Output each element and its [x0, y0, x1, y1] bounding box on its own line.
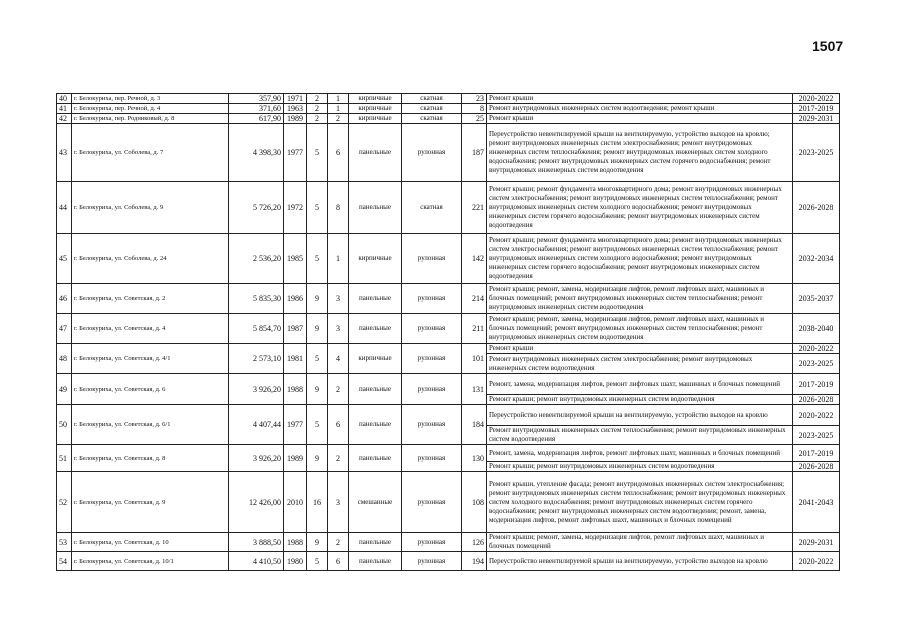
- address-cell: г. Белокуриха, ул. Советская, д. 8: [72, 445, 229, 472]
- row-number: 52: [57, 472, 72, 533]
- work-description-cell: Ремонт крыши: [487, 94, 793, 104]
- entrances-cell: 1: [328, 94, 349, 104]
- apartments-cell: 187: [462, 124, 487, 182]
- floors-cell: 5: [307, 234, 328, 284]
- area-cell: 371,60: [229, 104, 284, 114]
- entrances-cell: 3: [328, 472, 349, 533]
- wall-material-cell: панельные: [349, 405, 402, 445]
- apartments-cell: 108: [462, 472, 487, 533]
- work-description-cell: Переустройство невентилируемой крыши на вентилируемую, устройство выходов на кровлю; ремонт внутридомовых инженерных систем электроснабжения; ремонт внутридомовых инженерных систем теплоснабжения; ремонт внутридомовых инженерных систем холодного водоснабжения; ремонт внутридомовых инженерных систем горячего водоснабжения; ремонт внутридомовых инженерных систем водоотведения: [487, 124, 793, 182]
- year-cell: 1986: [284, 284, 307, 314]
- apartments-cell: 101: [462, 344, 487, 374]
- roof-type-cell: рулонная: [402, 374, 462, 405]
- row-number: 53: [57, 533, 72, 552]
- roof-type-cell: скатная: [402, 94, 462, 104]
- apartments-cell: 194: [462, 552, 487, 571]
- roof-type-cell: рулонная: [402, 552, 462, 571]
- area-cell: 3 888,50: [229, 533, 284, 552]
- period-cell: 2017-2019: [793, 374, 840, 395]
- entrances-cell: 2: [328, 374, 349, 405]
- work-description-cell: Ремонт внутридомовых инженерных систем электроснабжения; ремонт внутридомовых инженерных систем водоотведения: [487, 354, 793, 374]
- work-description-cell: Ремонт крыши; ремонт, замена, модернизация лифтов, ремонт лифтовых шахт, машинных и блочных помещений; ремонт внутридомовых инженерных систем теплоснабжения; ремонт внутридомовых инженерных систем водоотведения: [487, 284, 793, 314]
- address-cell: г. Белокуриха, ул. Советская, д. 9: [72, 472, 229, 533]
- roof-type-cell: рулонная: [402, 314, 462, 344]
- wall-material-cell: панельные: [349, 533, 402, 552]
- apartments-cell: 131: [462, 374, 487, 405]
- area-cell: 3 926,20: [229, 374, 284, 405]
- table-row: [57, 124, 840, 182]
- year-cell: 1989: [284, 445, 307, 472]
- period-cell: 2041-2043: [793, 472, 840, 533]
- row-number: 44: [57, 182, 72, 234]
- floors-cell: 5: [307, 405, 328, 445]
- work-description-cell: Ремонт внутридомовых инженерных систем водоотведения; ремонт крыши: [487, 104, 793, 114]
- area-cell: 2 573,10: [229, 344, 284, 374]
- year-cell: 2010: [284, 472, 307, 533]
- page-number: 1507: [812, 38, 844, 54]
- period-cell: 2020-2022: [793, 344, 840, 354]
- entrances-cell: 6: [328, 124, 349, 182]
- apartments-cell: 221: [462, 182, 487, 234]
- entrances-cell: 2: [328, 533, 349, 552]
- period-cell: 2017-2019: [793, 445, 840, 462]
- roof-type-cell: скатная: [402, 114, 462, 124]
- area-cell: 5 835,30: [229, 284, 284, 314]
- period-cell: 2020-2022: [793, 94, 840, 104]
- row-number: 42: [57, 114, 72, 124]
- work-description-cell: Ремонт крыши; ремонт фундамента многоквартирного дома; ремонт внутридомовых инженерных систем электроснабжения; ремонт внутридомовых инженерных систем теплоснабжения; ремонт внутридомовых инженерных систем холодного водоснабжения; ремонт внутридомовых инженерных систем горячего водоснабжения; ремонт внутридомовых инженерных систем водоотведения: [487, 234, 793, 284]
- housing-repair-table: [56, 93, 840, 571]
- entrances-cell: 3: [328, 314, 349, 344]
- period-cell: 2017-2019: [793, 104, 840, 114]
- address-cell: г. Белокуриха, пер. Родниковый, д. 8: [72, 114, 229, 124]
- floors-cell: 9: [307, 314, 328, 344]
- area-cell: 12 426,00: [229, 472, 284, 533]
- floors-cell: 9: [307, 445, 328, 472]
- floors-cell: 16: [307, 472, 328, 533]
- row-number: 54: [57, 552, 72, 571]
- area-cell: 357,90: [229, 94, 284, 104]
- floors-cell: 9: [307, 284, 328, 314]
- wall-material-cell: панельные: [349, 314, 402, 344]
- work-description-cell: Ремонт крыши; ремонт внутридомовых инженерных систем водоотведения: [487, 462, 793, 472]
- period-cell: 2035-2037: [793, 284, 840, 314]
- wall-material-cell: панельные: [349, 445, 402, 472]
- address-cell: г. Белокуриха, пер. Речной, д. 3: [72, 94, 229, 104]
- area-cell: 4 410,50: [229, 552, 284, 571]
- floors-cell: 9: [307, 533, 328, 552]
- roof-type-cell: рулонная: [402, 445, 462, 472]
- apartments-cell: 130: [462, 445, 487, 472]
- work-description-cell: Ремонт крыши: [487, 344, 793, 354]
- work-description-cell: Ремонт крыши, утепление фасада; ремонт внутридомовых инженерных систем электроснабжения; ремонт внутридомовых инженерных систем теплоснабжения; ремонт внутридомовых инженерных систем холодного водоснабжения; ремонт внутридомовых инженерных систем горячего водоснабжения; ремонт внутридомовых инженерных систем водоотведения; ремонт, замена, модернизация лифтов, ремонт лифтовых шахт, машинных и блочных помещений: [487, 472, 793, 533]
- year-cell: 1989: [284, 114, 307, 124]
- wall-material-cell: кирпичные: [349, 114, 402, 124]
- apartments-cell: 126: [462, 533, 487, 552]
- entrances-cell: 1: [328, 104, 349, 114]
- address-cell: г. Белокуриха, ул. Советская, д. 6: [72, 374, 229, 405]
- address-cell: г. Белокуриха, пер. Речной, д. 4: [72, 104, 229, 114]
- table-row: [57, 234, 840, 284]
- work-description-cell: Ремонт крыши: [487, 114, 793, 124]
- address-cell: г. Белокуриха, ул. Соболева, д. 7: [72, 124, 229, 182]
- entrances-cell: 3: [328, 284, 349, 314]
- wall-material-cell: панельные: [349, 284, 402, 314]
- floors-cell: 5: [307, 552, 328, 571]
- area-cell: 5 726,20: [229, 182, 284, 234]
- roof-type-cell: рулонная: [402, 472, 462, 533]
- area-cell: 2 536,20: [229, 234, 284, 284]
- table-row: [57, 344, 840, 354]
- floors-cell: 2: [307, 114, 328, 124]
- year-cell: 1971: [284, 94, 307, 104]
- row-number: 50: [57, 405, 72, 445]
- table-row: [57, 94, 840, 104]
- row-number: 48: [57, 344, 72, 374]
- wall-material-cell: кирпичные: [349, 344, 402, 374]
- table-row: [57, 314, 840, 344]
- year-cell: 1980: [284, 552, 307, 571]
- apartments-cell: 184: [462, 405, 487, 445]
- table-row: [57, 104, 840, 114]
- floors-cell: 5: [307, 182, 328, 234]
- work-description-cell: Ремонт крыши; ремонт, замена, модернизация лифтов, ремонт лифтовых шахт, машинных и блочных помещений: [487, 533, 793, 552]
- table-row: [57, 405, 840, 426]
- table-row: [57, 374, 840, 395]
- roof-type-cell: рулонная: [402, 405, 462, 445]
- entrances-cell: 6: [328, 552, 349, 571]
- address-cell: г. Белокуриха, ул. Соболева, д. 24: [72, 234, 229, 284]
- address-cell: г. Белокуриха, ул. Соболева, д. 9: [72, 182, 229, 234]
- wall-material-cell: кирпичные: [349, 234, 402, 284]
- period-cell: 2020-2022: [793, 552, 840, 571]
- entrances-cell: 1: [328, 234, 349, 284]
- work-description-cell: Ремонт, замена, модернизация лифтов, ремонт лифтовых шахт, машинных и блочных помещений: [487, 374, 793, 395]
- year-cell: 1985: [284, 234, 307, 284]
- floors-cell: 2: [307, 104, 328, 114]
- floors-cell: 9: [307, 374, 328, 405]
- period-cell: 2026-2028: [793, 182, 840, 234]
- year-cell: 1977: [284, 124, 307, 182]
- entrances-cell: 8: [328, 182, 349, 234]
- table-row: [57, 533, 840, 552]
- roof-type-cell: рулонная: [402, 234, 462, 284]
- apartments-cell: 25: [462, 114, 487, 124]
- address-cell: г. Белокуриха, ул. Советская, д. 10/1: [72, 552, 229, 571]
- floors-cell: 5: [307, 124, 328, 182]
- roof-type-cell: скатная: [402, 182, 462, 234]
- address-cell: г. Белокуриха, ул. Советская, д. 4: [72, 314, 229, 344]
- roof-type-cell: скатная: [402, 104, 462, 114]
- period-cell: 2026-2028: [793, 395, 840, 405]
- period-cell: 2038-2040: [793, 314, 840, 344]
- table-row: [57, 182, 840, 234]
- address-cell: г. Белокуриха, ул. Советская, д. 10: [72, 533, 229, 552]
- row-number: 51: [57, 445, 72, 472]
- work-description-cell: Ремонт крыши; ремонт фундамента многоквартирного дома; ремонт внутридомовых инженерных систем электроснабжения; ремонт внутридомовых инженерных систем теплоснабжения; ремонт внутридомовых инженерных систем холодного водоснабжения; ремонт внутридомовых инженерных систем горячего водоснабжения; ремонт внутридомовых инженерных систем водоотведения: [487, 182, 793, 234]
- work-description-cell: Переустройство невентилируемой крыши на вентилируемую, устройство выходов на кровлю: [487, 405, 793, 426]
- row-number: 41: [57, 104, 72, 114]
- period-cell: 2029-2031: [793, 114, 840, 124]
- area-cell: 4 407,44: [229, 405, 284, 445]
- year-cell: 1972: [284, 182, 307, 234]
- wall-material-cell: смешанные: [349, 472, 402, 533]
- apartments-cell: 142: [462, 234, 487, 284]
- address-cell: г. Белокуриха, ул. Советская, д. 6/1: [72, 405, 229, 445]
- year-cell: 1981: [284, 344, 307, 374]
- floors-cell: 2: [307, 94, 328, 104]
- area-cell: 3 926,20: [229, 445, 284, 472]
- work-description-cell: Переустройство невентилируемой крыши на вентилируемую, устройство выходов на кровлю: [487, 552, 793, 571]
- floors-cell: 5: [307, 344, 328, 374]
- entrances-cell: 2: [328, 445, 349, 472]
- entrances-cell: 4: [328, 344, 349, 374]
- work-description-cell: Ремонт внутридомовых инженерных систем теплоснабжения; ремонт внутридомовых инженерных систем водоотведения: [487, 426, 793, 445]
- table-body: [57, 94, 840, 571]
- table-row: [57, 284, 840, 314]
- work-description-cell: Ремонт крыши; ремонт внутридомовых инженерных систем водоотведения: [487, 395, 793, 405]
- row-number: 45: [57, 234, 72, 284]
- year-cell: 1977: [284, 405, 307, 445]
- year-cell: 1988: [284, 533, 307, 552]
- work-description-cell: Ремонт, замена, модернизация лифтов, ремонт лифтовых шахт, машинных и блочных помещений: [487, 445, 793, 462]
- period-cell: 2032-2034: [793, 234, 840, 284]
- address-cell: г. Белокуриха, ул. Советская, д. 4/1: [72, 344, 229, 374]
- apartments-cell: 211: [462, 314, 487, 344]
- period-cell: 2023-2025: [793, 354, 840, 374]
- wall-material-cell: кирпичные: [349, 94, 402, 104]
- wall-material-cell: кирпичные: [349, 104, 402, 114]
- apartments-cell: 23: [462, 94, 487, 104]
- period-cell: 2020-2022: [793, 405, 840, 426]
- wall-material-cell: панельные: [349, 182, 402, 234]
- entrances-cell: 6: [328, 405, 349, 445]
- row-number: 43: [57, 124, 72, 182]
- row-number: 49: [57, 374, 72, 405]
- year-cell: 1988: [284, 374, 307, 405]
- wall-material-cell: панельные: [349, 374, 402, 405]
- wall-material-cell: панельные: [349, 552, 402, 571]
- period-cell: 2023-2025: [793, 426, 840, 445]
- table-row: [57, 472, 840, 533]
- work-description-cell: Ремонт крыши; ремонт, замена, модернизация лифтов, ремонт лифтовых шахт, машинных и блочных помещений; ремонт внутридомовых инженерных систем теплоснабжения; ремонт внутридомовых инженерных систем водоотведения: [487, 314, 793, 344]
- roof-type-cell: рулонная: [402, 124, 462, 182]
- entrances-cell: 2: [328, 114, 349, 124]
- table-row: [57, 552, 840, 571]
- apartments-cell: 214: [462, 284, 487, 314]
- row-number: 40: [57, 94, 72, 104]
- period-cell: 2029-2031: [793, 533, 840, 552]
- area-cell: 4 398,30: [229, 124, 284, 182]
- period-cell: 2026-2028: [793, 462, 840, 472]
- wall-material-cell: панельные: [349, 124, 402, 182]
- table-row: [57, 114, 840, 124]
- area-cell: 5 854,70: [229, 314, 284, 344]
- year-cell: 1987: [284, 314, 307, 344]
- area-cell: 617,90: [229, 114, 284, 124]
- year-cell: 1963: [284, 104, 307, 114]
- period-cell: 2023-2025: [793, 124, 840, 182]
- roof-type-cell: рулонная: [402, 344, 462, 374]
- roof-type-cell: рулонная: [402, 533, 462, 552]
- table-row: [57, 445, 840, 462]
- apartments-cell: 8: [462, 104, 487, 114]
- address-cell: г. Белокуриха, ул. Советская, д. 2: [72, 284, 229, 314]
- roof-type-cell: рулонная: [402, 284, 462, 314]
- row-number: 47: [57, 314, 72, 344]
- row-number: 46: [57, 284, 72, 314]
